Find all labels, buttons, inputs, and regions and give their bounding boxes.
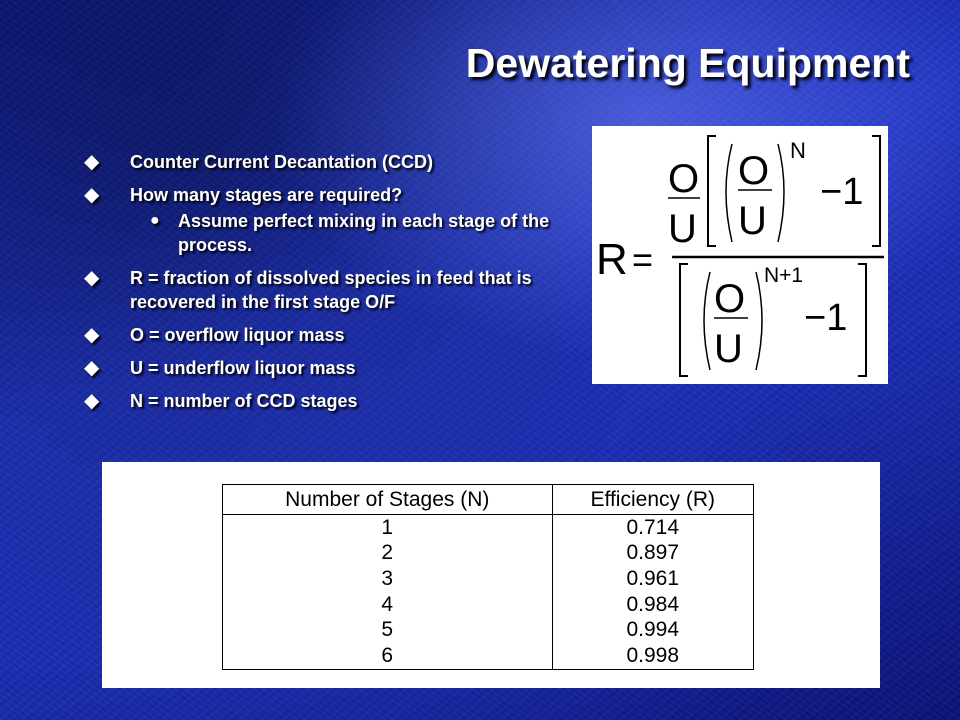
bullet-text: How many stages are required? xyxy=(130,185,403,205)
diamond-icon: ◆ xyxy=(84,324,100,346)
bullet-text: O = overflow liquor mass xyxy=(130,325,345,345)
den-right-bracket xyxy=(858,264,866,376)
bullet-item xyxy=(78,356,558,380)
num-inner-o: O xyxy=(738,149,770,193)
cell-stages: 5 xyxy=(223,617,553,643)
table-panel xyxy=(102,462,880,688)
efficiency-table xyxy=(222,484,754,670)
cell-efficiency: 0.994 xyxy=(552,617,753,643)
header-stages: Number of Stages (N) xyxy=(223,485,553,515)
den-left-paren xyxy=(704,272,710,370)
table-row xyxy=(223,643,754,669)
dot-icon: ● xyxy=(150,212,160,229)
cell-stages: 6 xyxy=(223,643,553,669)
den-exponent: N+1 xyxy=(764,264,804,287)
diamond-icon: ◆ xyxy=(84,390,100,412)
num-minus-one: −1 xyxy=(820,171,864,213)
num-u: U xyxy=(668,207,697,251)
bullet-text: R = fraction of dissolved species in feed that is recovered in the first stage O/F xyxy=(130,268,532,312)
sub-bullet-text: Assume perfect mixing in each stage of the process. xyxy=(178,211,550,255)
bullet-item xyxy=(78,323,558,347)
sub-bullet-list xyxy=(130,209,558,257)
formula-lhs: R xyxy=(596,235,628,284)
cell-efficiency: 0.998 xyxy=(552,643,753,669)
table-row xyxy=(223,515,754,541)
bullet-text: Counter Current Decantation (CCD) xyxy=(130,152,434,172)
cell-efficiency: 0.897 xyxy=(552,541,753,567)
formula-equals: = xyxy=(632,239,654,280)
table-row xyxy=(223,592,754,618)
sub-bullet-item xyxy=(130,209,558,257)
formula-panel xyxy=(592,126,888,384)
num-o: O xyxy=(668,157,700,201)
bullet-text: N = number of CCD stages xyxy=(130,391,358,411)
diamond-icon: ◆ xyxy=(84,357,100,379)
header-efficiency: Efficiency (R) xyxy=(552,485,753,515)
num-right-paren xyxy=(778,144,784,242)
slide-title: Dewatering Equipment xyxy=(465,40,910,86)
num-exponent: N xyxy=(790,138,806,163)
cell-stages: 3 xyxy=(223,566,553,592)
bullet-item xyxy=(78,266,558,314)
diamond-icon: ◆ xyxy=(84,267,100,289)
recovery-formula xyxy=(592,126,888,384)
num-inner-u: U xyxy=(738,199,767,243)
cell-efficiency: 0.984 xyxy=(552,592,753,618)
diamond-icon: ◆ xyxy=(84,184,100,206)
den-minus-one: −1 xyxy=(804,297,848,339)
bullet-item xyxy=(78,183,558,257)
bullet-list xyxy=(78,150,558,422)
cell-efficiency: 0.961 xyxy=(552,566,753,592)
bullet-item xyxy=(78,389,558,413)
cell-stages: 2 xyxy=(223,541,553,567)
table-row xyxy=(223,541,754,567)
table-row xyxy=(223,566,754,592)
den-left-bracket xyxy=(680,264,688,376)
den-inner-u: U xyxy=(714,327,743,371)
cell-stages: 1 xyxy=(223,515,553,541)
num-right-bracket xyxy=(872,136,880,246)
num-left-bracket xyxy=(708,136,716,246)
den-right-paren xyxy=(756,272,762,370)
num-left-paren xyxy=(726,144,732,242)
diamond-icon: ◆ xyxy=(84,151,100,173)
table-header-row xyxy=(223,485,754,515)
table-row xyxy=(223,617,754,643)
bullet-item xyxy=(78,150,558,174)
den-inner-o: O xyxy=(714,277,746,321)
cell-efficiency: 0.714 xyxy=(552,515,753,541)
bullet-text: U = underflow liquor mass xyxy=(130,358,356,378)
cell-stages: 4 xyxy=(223,592,553,618)
